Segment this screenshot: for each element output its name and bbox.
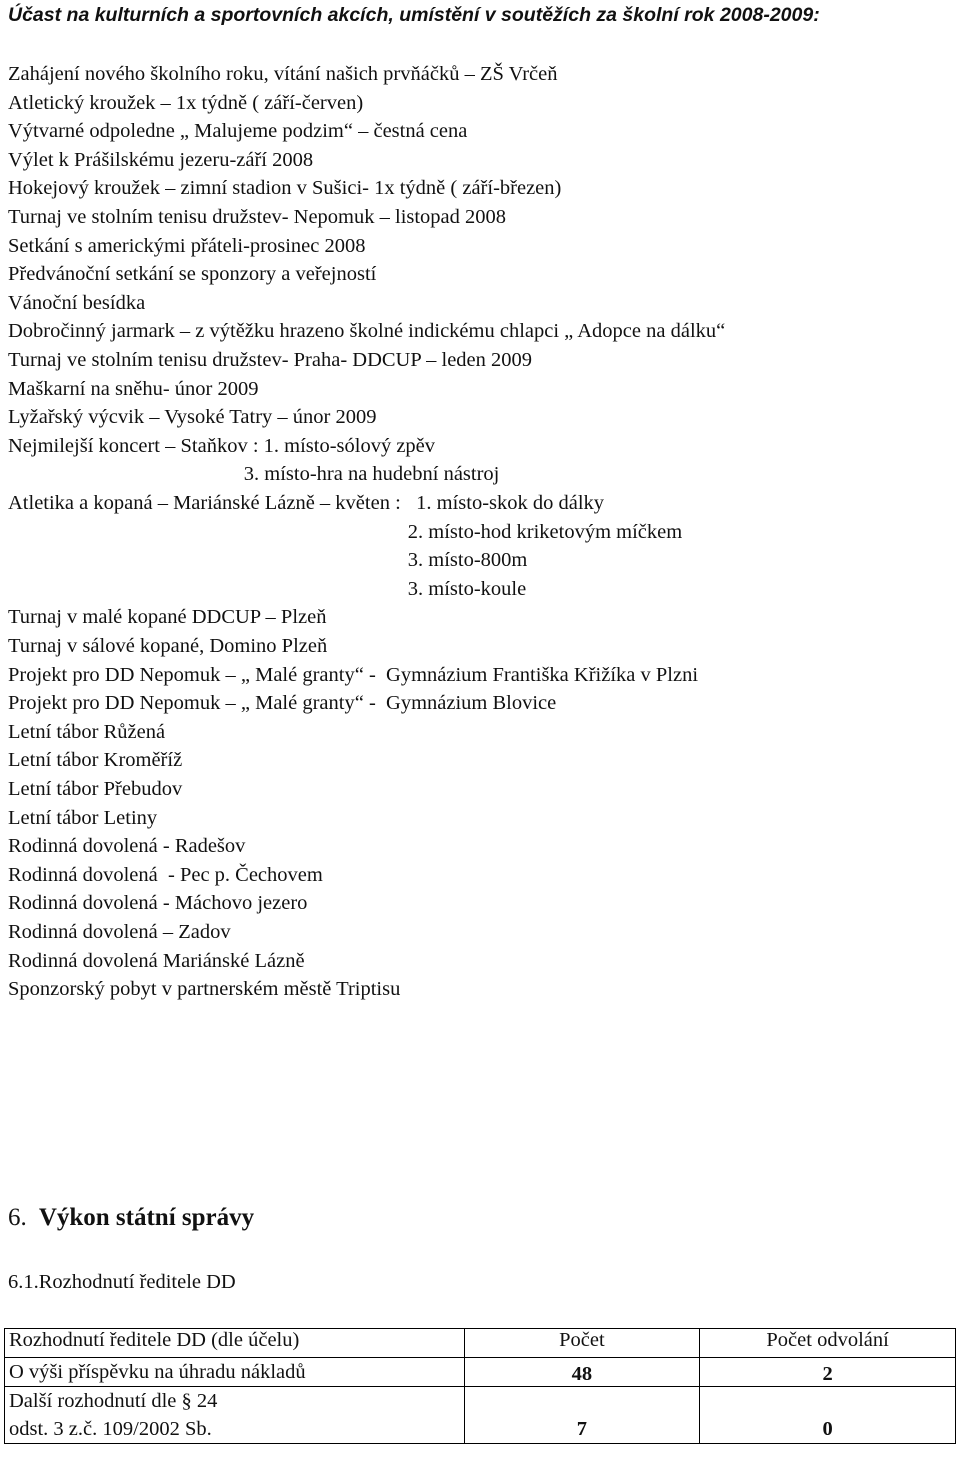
- list-item: 3. místo-koule: [8, 577, 527, 600]
- list-item: Rodinná dovolená – Zadov: [8, 921, 231, 943]
- list-item: Rodinná dovolená - Pec p. Čechovem: [8, 863, 323, 886]
- list-item: Rodinná dovolená - Radešov: [8, 835, 246, 858]
- subsection-title: 6.1.Rozhodnutí ředitele DD: [8, 1271, 236, 1293]
- list-item: Setkání s americkými přáteli-prosinec 2008: [8, 234, 366, 257]
- list-item: Atletický kroužek – 1x týdně ( září-červen): [8, 91, 364, 114]
- list-item: Sponzorský pobyt v partnerském městě Triptisu: [8, 978, 401, 1001]
- row-appeals: 0: [700, 1387, 956, 1444]
- list-item: Dobročinný jarmark – z výtěžku hrazeno školné indickému chlapci „ Adopce na dálku“: [8, 320, 726, 343]
- list-item: Projekt pro DD Nepomuk – „ Malé granty“ - Gymnázium Františka Křižíka v Plzni: [8, 663, 699, 686]
- section-title-text: Výkon státní správy: [38, 1204, 255, 1231]
- list-item: Výtvarné odpoledne „ Malujeme podzim“ – čestná cena: [8, 120, 468, 143]
- row-label: [5, 1387, 465, 1444]
- list-item: 3. místo-800m: [8, 549, 528, 572]
- section-title: [8, 1204, 254, 1232]
- row-label: [5, 1358, 465, 1387]
- list-item: Atletika a kopaná – Mariánské Lázně – květen : 1. místo-skok do dálky: [8, 492, 605, 514]
- table-header-row: [5, 1329, 956, 1358]
- row-label-line: O výši příspěvku na úhradu nákladů: [9, 1361, 306, 1383]
- list-item: Předvánoční setkání se sponzory a veřejností: [8, 263, 377, 286]
- column-header-appeals: Počet odvolání: [700, 1329, 956, 1358]
- list-item: Letní tábor Růžená: [8, 720, 166, 743]
- list-item: Vánoční besídka: [8, 291, 146, 314]
- list-item: Letní tábor Letiny: [8, 806, 158, 829]
- list-item: Letní tábor Přebudov: [8, 778, 183, 800]
- row-count: 48: [464, 1358, 700, 1387]
- section-number: 6.: [8, 1204, 27, 1231]
- row-label-line: odst. 3 z.č. 109/2002 Sb.: [9, 1418, 212, 1440]
- list-item: Projekt pro DD Nepomuk – „ Malé granty“ - Gymnázium Blovice: [8, 692, 557, 715]
- list-item: Nejmilejší koncert – Staňkov : 1. místo-sólový zpěv: [8, 434, 436, 457]
- list-item: Zahájení nového školního roku, vítání našich prvňáčků – ZŠ Vrčeň: [8, 63, 558, 85]
- row-appeals: 2: [700, 1358, 956, 1387]
- table-row: [5, 1358, 956, 1387]
- row-label-line: Další rozhodnutí dle § 24: [9, 1390, 218, 1412]
- list-item: 3. místo-hra na hudební nástroj: [8, 463, 500, 486]
- list-item: Turnaj ve stolním tenisu družstev- Nepomuk – listopad 2008: [8, 206, 507, 228]
- list-item: Výlet k Prášilskému jezeru-září 2008: [8, 148, 314, 171]
- list-item: Rodinná dovolená - Máchovo jezero: [8, 892, 308, 915]
- list-item: 2. místo-hod kriketovým míčkem: [8, 520, 683, 543]
- table-row: [5, 1387, 956, 1444]
- row-count: 7: [464, 1387, 700, 1444]
- decisions-table: [4, 1328, 956, 1444]
- list-item: Hokejový kroužek – zimní stadion v Sušici- 1x týdně ( září-březen): [8, 177, 562, 200]
- column-header-count: Počet: [464, 1329, 700, 1358]
- list-item: Maškarní na sněhu- únor 2009: [8, 377, 259, 400]
- list-item: Turnaj ve stolním tenisu družstev- Praha- DDCUP – leden 2009: [8, 349, 533, 371]
- list-item: Turnaj v sálové kopané, Domino Plzeň: [8, 635, 328, 657]
- list-item: Rodinná dovolená Mariánské Lázně: [8, 949, 305, 972]
- list-item: Turnaj v malé kopané DDCUP – Plzeň: [8, 606, 327, 629]
- list-item: Lyžařský výcvik – Vysoké Tatry – únor 2009: [8, 406, 377, 429]
- page-heading: Účast na kulturních a sportovních akcích, umístění v soutěžích za školní rok 2008-2009:: [8, 4, 820, 26]
- list-item: Letní tábor Kroměříž: [8, 749, 183, 772]
- column-header-decision: Rozhodnutí ředitele DD (dle účelu): [5, 1329, 465, 1358]
